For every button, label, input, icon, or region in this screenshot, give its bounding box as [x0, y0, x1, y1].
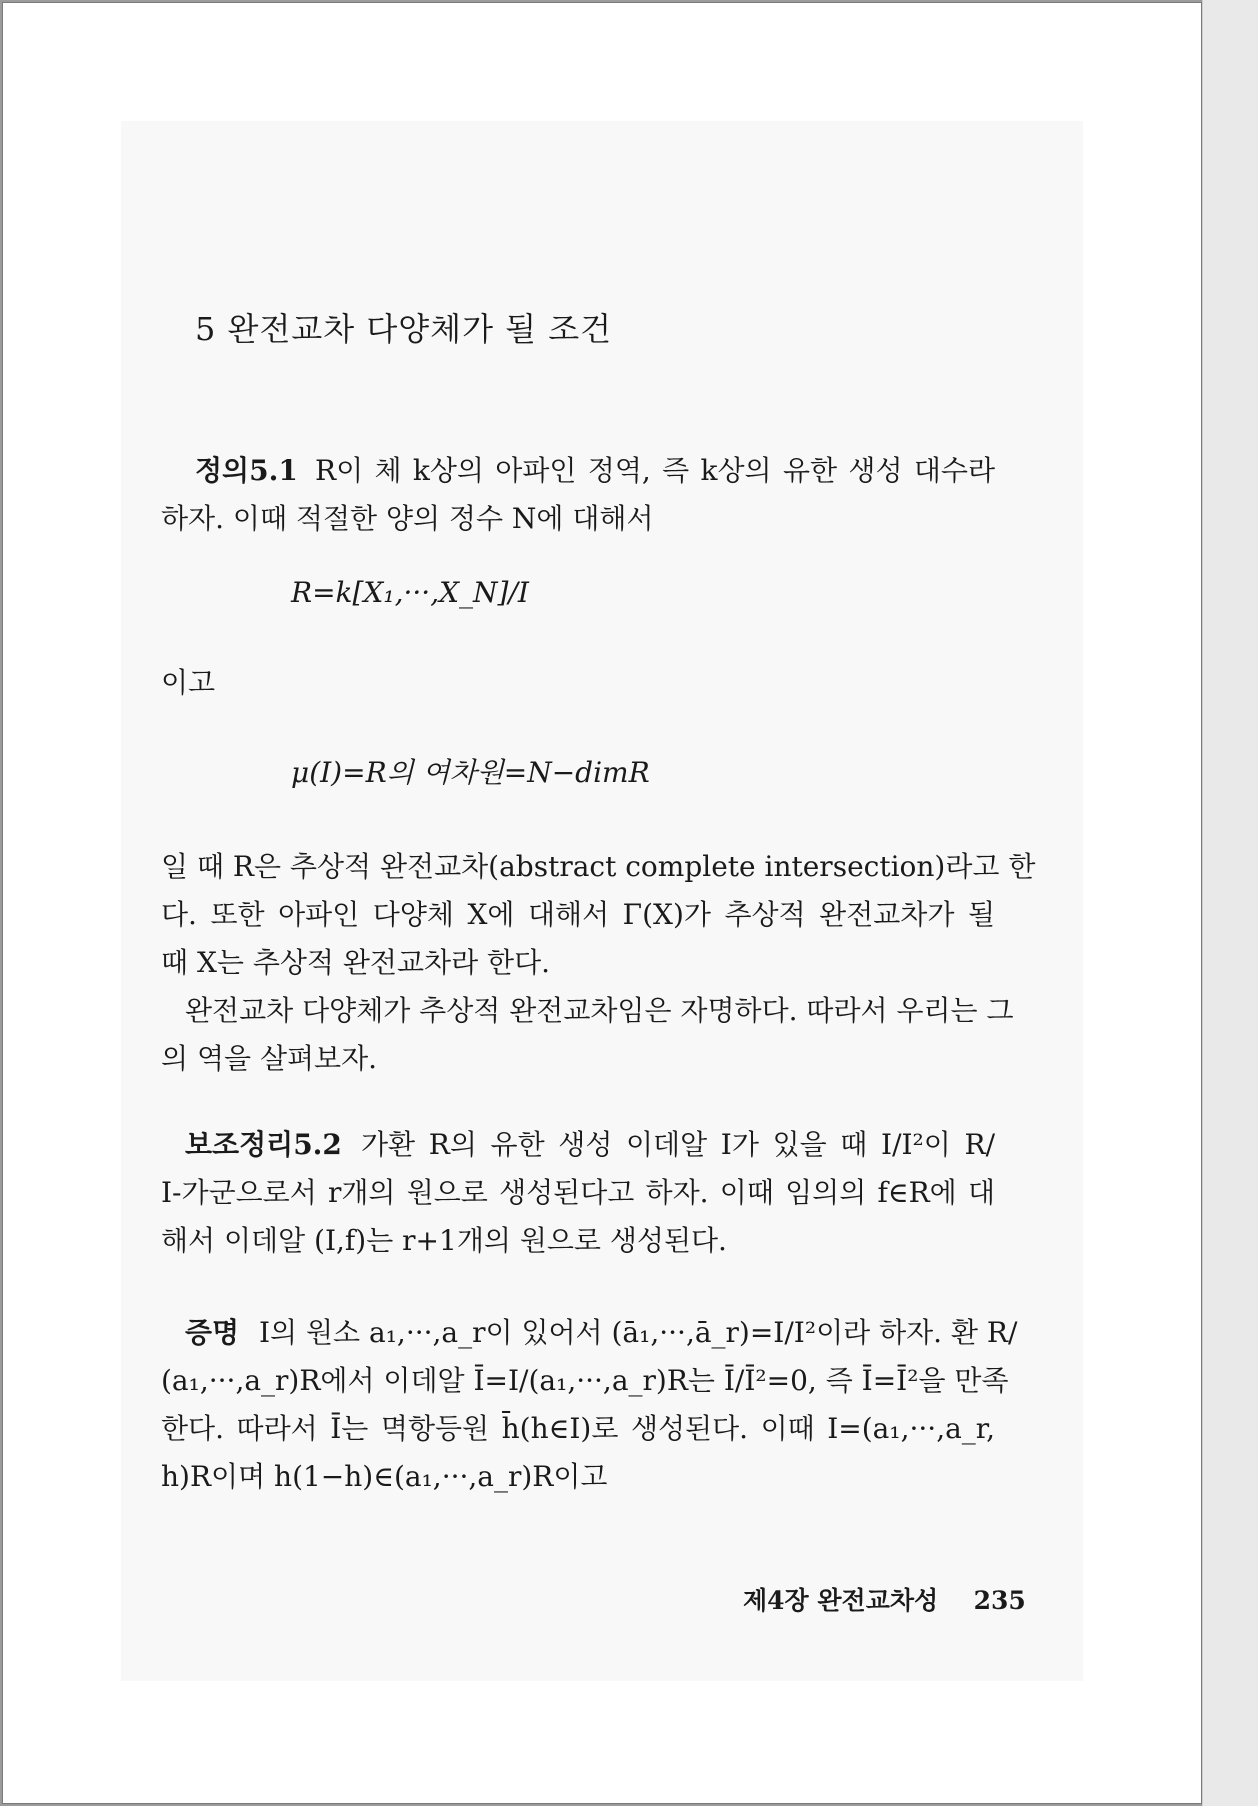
paragraph-1-line-1: 일 때 R은 추상적 완전교차(abstract complete intersection)라고 한	[161, 850, 1036, 883]
paragraph-2-line-2: 의 역을 살펴보자.	[161, 1042, 378, 1075]
equation-1: R=k[X₁,···,X_N]/I	[291, 576, 529, 609]
page-number: 235	[973, 1586, 1026, 1615]
chapter-title: 제4장 완전교차성	[743, 1586, 939, 1615]
paragraph-1-line-3: 때 X는 추상적 완전교차라 한다.	[161, 946, 551, 979]
proof-line-1: I의 원소 a₁,···,a_r이 있어서 (ā₁,···,ā_r)=I/I²이라 하자. 환 R/	[259, 1316, 1018, 1349]
definition-line-2: 하자. 이때 적절한 양의 정수 N에 대해서	[161, 502, 654, 535]
book-page	[2, 2, 1202, 1804]
lemma-label-text: 보조정리5.2	[185, 1128, 342, 1161]
lemma-line-1: 가환 R의 유한 생성 이데알 I가 있을 때 I/I²이 R/	[361, 1128, 995, 1161]
proof-line-2: (a₁,···,a_r)R에서 이데알 Ī=I/(a₁,···,a_r)R는 Ī/Ī²=0, 즉 Ī=Ī²을 만족	[161, 1364, 1009, 1397]
proof-line-4: h)R이며 h(1−h)∈(a₁,···,a_r)R이고	[161, 1460, 608, 1493]
proof-label	[185, 1309, 239, 1357]
proof-line-3: 한다. 따라서 Ī는 멱항등원 h̄(h∈I)로 생성된다. 이때 I=(a₁,···,a_r,	[161, 1412, 995, 1445]
definition-label-text: 정의5.1	[195, 454, 298, 487]
lemma-line-3: 해서 이데알 (I,f)는 r+1개의 원으로 생성된다.	[161, 1224, 727, 1257]
connector-text: 이고	[161, 666, 216, 699]
running-footer	[743, 1577, 1026, 1625]
definition-line-1: R이 체 k상의 아파인 정역, 즉 k상의 유한 생성 대수라	[315, 454, 995, 487]
paragraph-1-line-2: 다. 또한 아파인 다양체 X에 대해서 Γ(X)가 추상적 완전교차가 될	[161, 898, 995, 931]
viewer-side-gutter	[1202, 0, 1258, 1806]
lemma-line-2: I-가군으로서 r개의 원으로 생성된다고 하자. 이때 임의의 f∈R에 대	[161, 1176, 995, 1209]
section-title: 5 완전교차 다양체가 될 조건	[195, 310, 613, 348]
definition-label	[195, 447, 298, 495]
proof-label-text: 증명	[185, 1316, 240, 1349]
paragraph-2-line-1: 완전교차 다양체가 추상적 완전교차임은 자명하다. 따라서 우리는 그	[185, 994, 1014, 1027]
equation-2: μ(I)=R의 여차원=N−dimR	[291, 756, 650, 789]
lemma-label	[185, 1121, 342, 1169]
